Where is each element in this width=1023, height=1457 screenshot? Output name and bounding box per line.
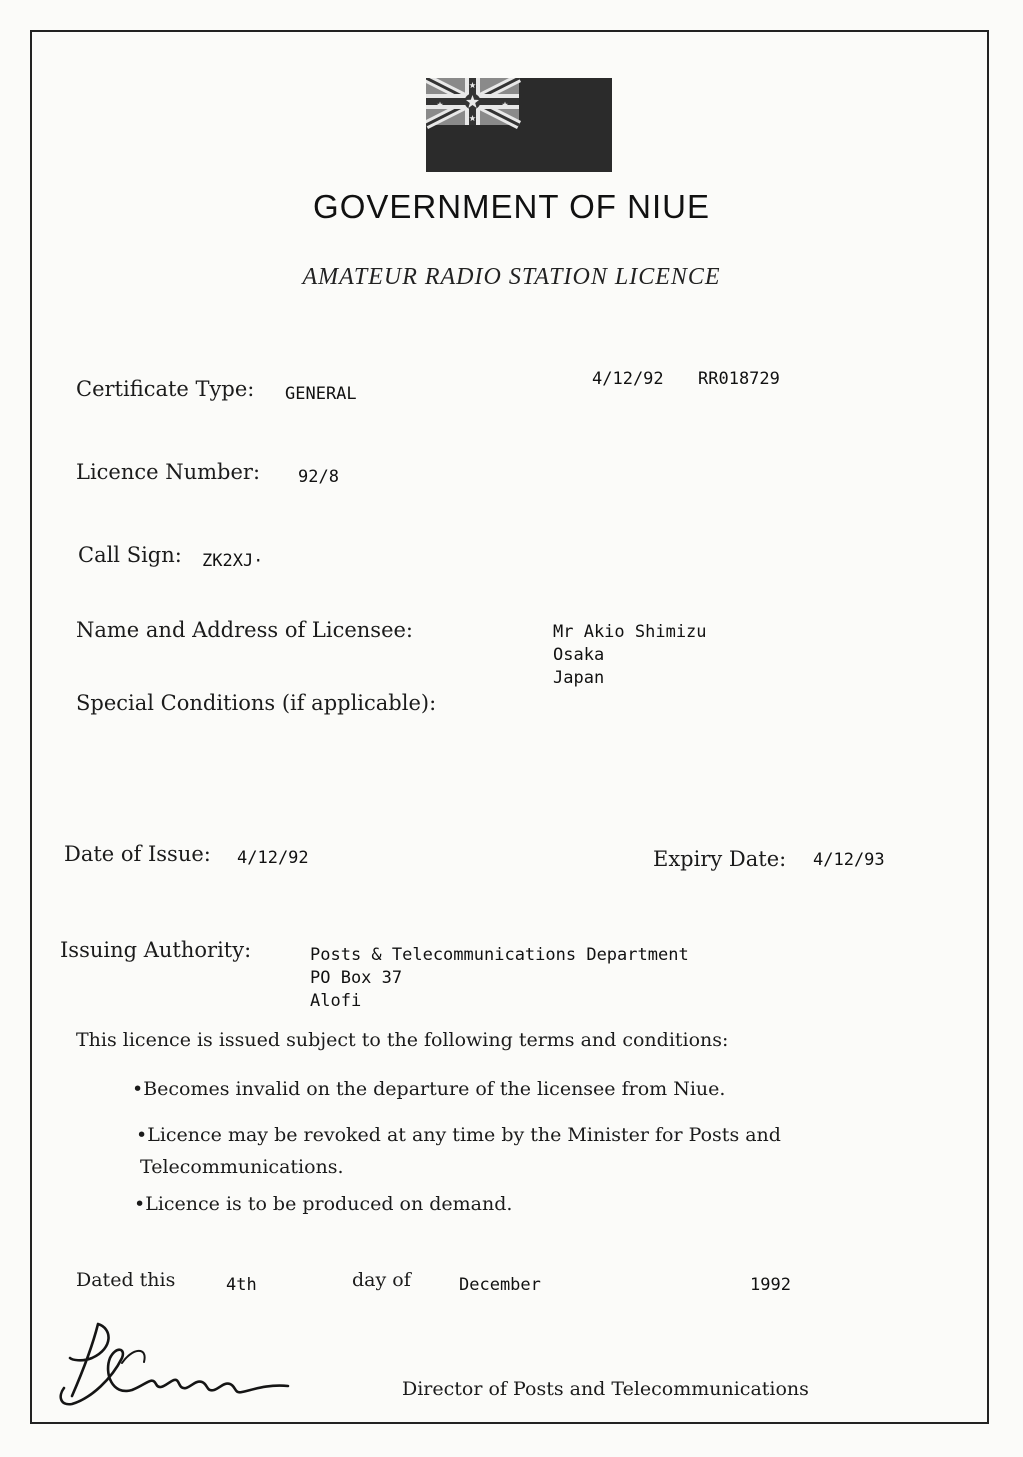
signatory-title: Director of Posts and Telecommunications xyxy=(402,1378,809,1400)
call-sign-value: ZK2XJ· xyxy=(202,551,264,571)
term-item: •Licence is to be produced on demand. xyxy=(134,1193,513,1215)
issuing-authority-dept: Posts & Telecommunications Department xyxy=(310,945,689,965)
licensee-country: Japan xyxy=(553,668,605,688)
government-title: GOVERNMENT OF NIUE xyxy=(313,188,710,225)
dated-label: Dated this xyxy=(76,1269,176,1291)
call-sign-label: Call Sign: xyxy=(78,543,182,567)
expiry-date-value: 4/12/93 xyxy=(813,850,885,870)
niue-flag xyxy=(426,78,612,172)
licence-number-value: 92/8 xyxy=(298,467,339,487)
date-of-issue-value: 4/12/92 xyxy=(237,848,309,868)
flag-union-jack-icon xyxy=(426,78,612,172)
term-item: •Becomes invalid on the departure of the licensee from Niue. xyxy=(132,1078,726,1100)
licensee-city: Osaka xyxy=(553,645,605,665)
term-item-continuation: Telecommunications. xyxy=(140,1156,344,1178)
signature xyxy=(52,1318,302,1417)
dated-year: 1992 xyxy=(750,1275,791,1295)
certificate-type-label: Certificate Type: xyxy=(76,377,255,401)
reference-date: 4/12/92 xyxy=(592,369,664,389)
term-item: •Licence may be revoked at any time by the Minister for Posts and xyxy=(136,1124,781,1146)
date-of-issue-label: Date of Issue: xyxy=(64,842,211,866)
issuing-authority-box: PO Box 37 xyxy=(310,968,403,988)
dated-day: 4th xyxy=(226,1275,257,1295)
terms-intro: This licence is issued subject to the following terms and conditions: xyxy=(76,1029,729,1051)
issuing-authority-label: Issuing Authority: xyxy=(60,938,252,962)
day-of-label: day of xyxy=(352,1269,411,1291)
licensee-name: Mr Akio Shimizu xyxy=(553,622,707,642)
dated-month: December xyxy=(459,1275,541,1295)
licence-subtitle: AMATEUR RADIO STATION LICENCE xyxy=(302,264,721,290)
reference-number: RR018729 xyxy=(698,369,780,389)
issuing-authority-town: Alofi xyxy=(310,991,362,1011)
licensee-label: Name and Address of Licensee: xyxy=(76,618,413,642)
certificate-type-value: GENERAL xyxy=(285,384,357,404)
handwritten-signature-icon xyxy=(52,1318,302,1413)
expiry-date-label: Expiry Date: xyxy=(653,847,787,871)
licence-number-label: Licence Number: xyxy=(76,460,261,484)
special-conditions-label: Special Conditions (if applicable): xyxy=(76,691,437,715)
